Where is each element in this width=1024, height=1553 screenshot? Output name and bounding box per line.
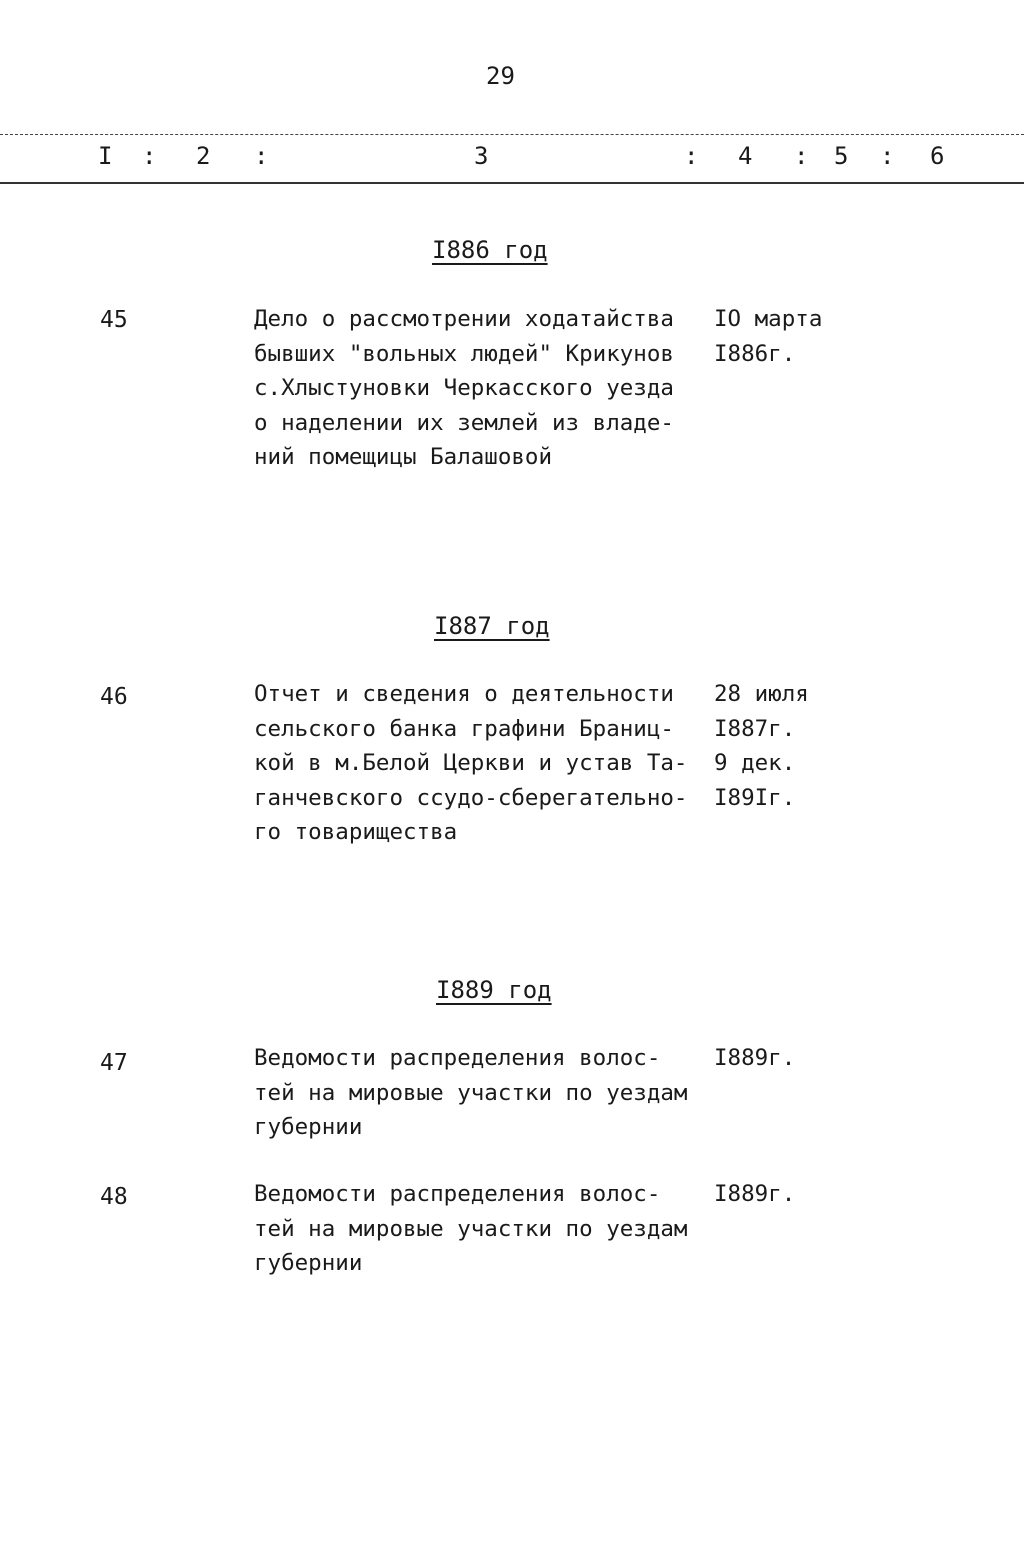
description-line: бывших "вольных людей" Крикунов <box>254 340 674 367</box>
header-bottom-rule <box>0 182 1024 184</box>
column-separator: : <box>794 142 809 170</box>
description-line: кой в м.Белой Церкви и устав Та- <box>254 750 688 776</box>
column-header-6: 6 <box>930 142 945 170</box>
header-top-rule <box>0 134 1024 135</box>
date-line: I889г. <box>714 1181 796 1207</box>
date-line: 9 дек. <box>714 750 796 776</box>
description-line: сельского банка графини Браниц- <box>254 715 674 742</box>
column-separator: : <box>684 142 699 170</box>
date-line: I887г. <box>714 715 796 742</box>
entry-number-48: 48 <box>100 1184 128 1210</box>
entry-date-48 <box>714 1177 795 1212</box>
year-heading-1887: I887 год <box>434 612 550 640</box>
entry-date-45 <box>714 302 822 371</box>
entry-number-47: 47 <box>100 1050 128 1076</box>
date-line: 28 июля <box>714 681 809 707</box>
entry-description-46 <box>254 677 714 850</box>
description-line: тей на мировые участки по уездам <box>254 1215 688 1242</box>
description-line: Дело о рассмотрении ходатайства <box>254 306 674 332</box>
column-header-1: I <box>98 142 113 170</box>
column-header-5: 5 <box>834 142 849 170</box>
date-line: I889г. <box>714 1045 796 1071</box>
description-line: тей на мировые участки по уездам <box>254 1079 688 1106</box>
entry-date-46 <box>714 677 809 815</box>
column-header-2: 2 <box>196 142 211 170</box>
entry-description-47 <box>254 1041 714 1145</box>
description-line: Ведомости распределения волос- <box>254 1181 661 1207</box>
column-header-4: 4 <box>738 142 753 170</box>
description-line: Ведомости распределения волос- <box>254 1045 661 1071</box>
description-line: го товарищества <box>254 819 458 845</box>
description-line: с.Хлыстуновки Черкасского уезда <box>254 375 674 401</box>
description-line: ганчевского ссудо-сберегательно- <box>254 784 688 811</box>
description-line: ний помещицы Балашовой <box>254 444 553 470</box>
column-separator: : <box>254 142 269 170</box>
description-line: о наделении их землей из владе- <box>254 409 674 436</box>
entry-number-46: 46 <box>100 684 128 710</box>
entry-number-45: 45 <box>100 307 128 333</box>
column-separator: : <box>142 142 157 170</box>
description-line: Отчет и сведения о деятельности <box>254 681 674 707</box>
date-line: I886г. <box>714 340 796 367</box>
entry-description-45 <box>254 302 714 475</box>
column-header-3: 3 <box>474 142 489 170</box>
description-line: губернии <box>254 1114 363 1140</box>
entry-date-47 <box>714 1041 795 1076</box>
date-line: I89Iг. <box>714 784 796 811</box>
date-line: IO марта <box>714 306 823 332</box>
year-heading-1886: I886 год <box>432 236 548 264</box>
entry-description-48 <box>254 1177 714 1281</box>
page-number: 29 <box>486 62 515 90</box>
column-separator: : <box>880 142 895 170</box>
year-heading-1889: I889 год <box>436 976 552 1004</box>
description-line: губернии <box>254 1250 363 1276</box>
